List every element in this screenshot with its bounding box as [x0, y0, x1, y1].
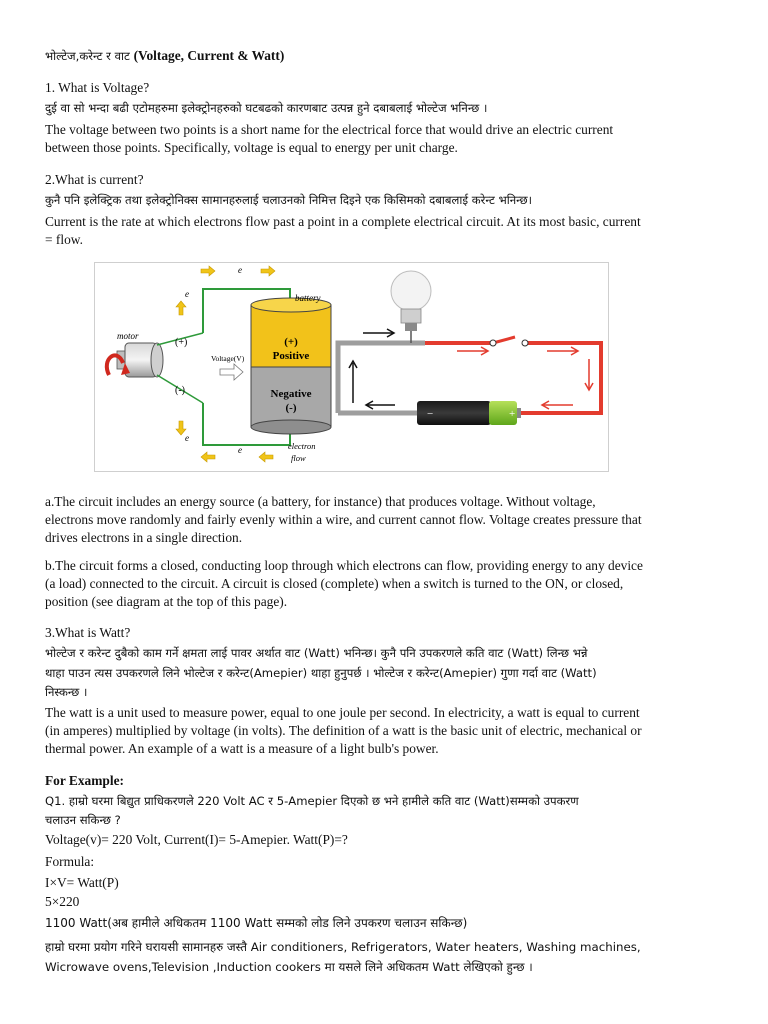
formula: I×V= Watt(P) — [45, 875, 119, 890]
title-english: (Voltage, Current & Watt) — [133, 48, 285, 63]
closing-line: हाम्रो घरमा प्रयोग गरिने घरायसी सामानहरु जस्तै Air conditioners, Refrigerators, Water heaters, Washing machines, — [45, 940, 641, 954]
q1-english-line: between those points. Specifically, voltage is equal to energy per unit charge. — [45, 140, 458, 155]
para-b-line: b.The circuit forms a closed, conducting loop through which electrons can flow, providing energy to any device — [45, 558, 643, 573]
circuit-svg — [95, 263, 608, 471]
q3-nepali-line: निस्कन्छ । — [45, 685, 88, 699]
example-heading: For Example: — [45, 773, 124, 788]
negative-label: Negative — [270, 388, 312, 400]
q3-nepali-line: भोल्टेज र करेन्ट दुबैको काम गर्ने क्षमता लाई पावर अर्थात वाट (Watt) भनिन्छ। कुनै पनि उपकरणले कति वाट (Watt) लिन्छ भन्ने — [45, 646, 588, 660]
minus-wire-label: (-) — [175, 385, 185, 396]
q3-heading: 3.What is Watt? — [45, 625, 131, 640]
voltage-label: Voltage(V) — [211, 354, 245, 363]
electron-label: e — [185, 289, 189, 299]
electron-label: e — [185, 433, 189, 443]
q2-heading: 2.What is current? — [45, 172, 144, 187]
formula-label: Formula: — [45, 854, 95, 869]
motor-label: motor — [117, 331, 139, 341]
para-b-line: position (see diagram at the top of this page). — [45, 594, 288, 609]
example-question-line: Q1. हाम्रो घरमा बिद्युत प्राधिकरणले 220 Volt AC र 5-Amepier दिएको छ भने हामीले कति वाट (Watt)सम्मको उपकरण — [45, 794, 579, 808]
q1-nepali-text: दुई वा सो भन्दा बढी एटोमहरुमा इलेक्ट्रोनहरुको घटबढको कारणबाट उत्पन्न हुने दबाबलाई भोल्टेज भनिन्छ । — [45, 101, 488, 115]
q1-english-line: The voltage between two points is a short name for the electrical force that would drive an electric current — [45, 122, 614, 137]
battery-plus-sign: + — [509, 408, 516, 420]
motor-icon — [107, 333, 203, 403]
positive-sign: (+) — [284, 336, 298, 348]
closing-line: Wicrowave ovens,Television ,Induction cookers मा यसले लिने अधिकतम Watt लेखिएको हुन्छ । — [45, 960, 533, 974]
para-b-line: (a load) connected to the circuit. A circuit is closed (complete) when a switch is turned to the ON, or closed, — [45, 576, 624, 591]
q3-english-line: The watt is a unit used to measure power, equal to one joule per second. In electricity, a watt is equal to current — [45, 705, 640, 720]
q1-heading: 1. What is Voltage? — [45, 80, 150, 95]
plus-wire-label: (+) — [175, 337, 188, 348]
electron-flow-label: flow — [291, 453, 306, 463]
q3-english-line: (in amperes) multiplied by voltage (in volts). The definition of a watt is the basic unit of electric, mechanical or — [45, 723, 642, 738]
battery-minus-sign: − — [427, 408, 434, 420]
title-nepali: भोल्टेज,करेन्ट र वाट — [45, 49, 134, 63]
q3-english-line: thermal power. An example of a watt is a measure of a light bulb's power. — [45, 741, 439, 756]
battery-label: battery — [295, 293, 321, 303]
q2-english-line: = flow. — [45, 232, 83, 247]
para-a-line: a.The circuit includes an energy source (a battery, for instance) that produces voltage. Without voltage, — [45, 494, 596, 509]
q3-nepali-line: थाहा पाउन त्यस उपकरणले लिने भोल्टेज र करेन्ट(Amepier) थाहा हुनुपर्छ । भोल्टेज र करेन्ट(Amepier) गुणा गर्दा वाट (Watt) — [45, 666, 597, 680]
negative-sign: (-) — [285, 402, 297, 414]
q2-nepali-text: कुनै पनि इलेक्ट्रिक तथा इलेक्ट्रोनिक्स सामानहरुलाई चलाउनको निमित्त दिइने एक किसिमको दबाबलाई करेन्ट भनिन्छ। — [45, 193, 533, 207]
electron-label: e — [238, 445, 242, 455]
document-title — [45, 47, 284, 65]
result: 1100 Watt(अब हामीले अधिकतम 1100 Watt सम्मको लोड लिने उपकरण चलाउन सकिन्छ) — [45, 916, 468, 930]
example-given: Voltage(v)= 220 Volt, Current(I)= 5-Amepier. Watt(P)=? — [45, 832, 348, 847]
para-a-line: drives electrons in a single direction. — [45, 530, 243, 545]
example-question-line: चलाउन सकिन्छ ? — [45, 813, 121, 827]
calculation: 5×220 — [45, 894, 80, 909]
electron-label: e — [238, 265, 242, 275]
electron-flow-label: electron — [288, 441, 316, 451]
voltage-arrow-icon — [220, 364, 243, 380]
positive-label: Positive — [272, 350, 310, 362]
q2-english-line: Current is the rate at which electrons flow past a point in a complete electrical circuit. At its most basic, current — [45, 214, 641, 229]
para-a-line: electrons move randomly and fairly evenly within a wire, and current cannot flow. Voltage creates pressure that — [45, 512, 642, 527]
circuit-diagram — [94, 262, 609, 472]
light-bulb-icon — [391, 271, 431, 343]
